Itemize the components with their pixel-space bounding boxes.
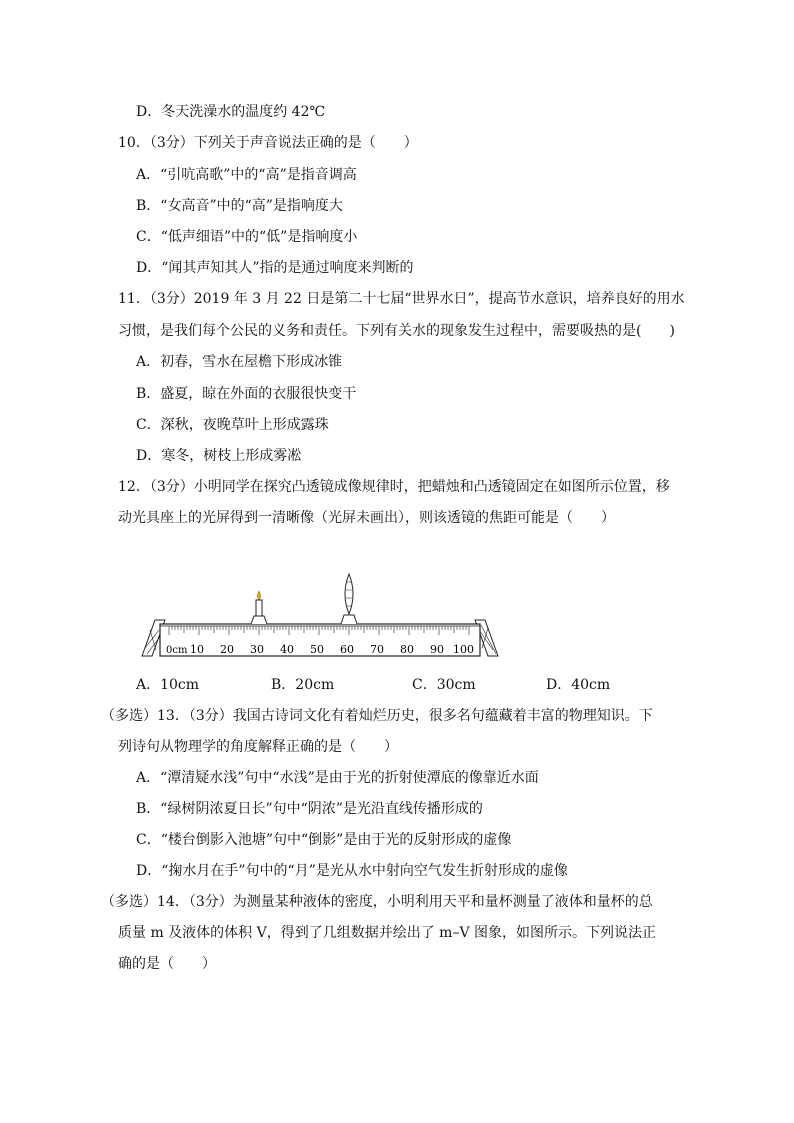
q12-stem-line2: 动光具座上的光屏得到一清晰像（光屏未画出），则该透镜的焦距可能是（ ）: [118, 510, 615, 526]
q13-stem-line1: （多选）13．（3分）我国古诗词文化有着灿烂历史，很多名句蕴藏着丰富的物理知识。下: [101, 708, 653, 724]
candle: [251, 591, 267, 624]
q14-stem-line2: 质量 m 及液体的体积 V，得到了几组数据并绘出了 m–V 图象，如图所示。下列说法正: [118, 925, 657, 941]
ruler-label: 50: [310, 643, 324, 656]
q11-option-c: C．深秋，夜晚草叶上形成露珠: [136, 417, 329, 433]
ruler-label: 30: [250, 643, 264, 656]
q12-option-d: D．40cm: [546, 677, 611, 693]
optical-bench-figure: [138, 570, 503, 665]
q13-option-c: C．“楼台倒影入池塘”句中“倒影”是由于光的反射形成的虚像: [136, 832, 512, 848]
q13-option-a: A．“潭清疑水浅”句中“水浅”是由于光的折射使潭底的像靠近水面: [136, 770, 539, 786]
q11-option-d: D．寒冬，树枝上形成雾凇: [136, 448, 302, 464]
ruler-label: 10: [190, 643, 204, 656]
q12-option-a: A．10cm: [136, 677, 200, 693]
q11-option-b: B．盛夏，晾在外面的衣服很快变干: [136, 386, 357, 402]
q11-option-a: A．初春，雪水在屋檐下形成冰锥: [136, 354, 343, 370]
q13-stem-line2: 列诗句从物理学的角度解释正确的是（ ）: [118, 739, 398, 755]
flame-icon: [258, 591, 261, 600]
ruler-label: 90: [430, 643, 444, 656]
q11-stem-line2: 习惯，是我们每个公民的义务和责任。下列有关水的现象发生过程中，需要吸热的是( ): [118, 323, 675, 339]
q10-option-b: B．“女高音”中的“高”是指响度大: [136, 198, 343, 214]
q14-stem-line1: （多选）14．（3分）为测量某种液体的密度，小明利用天平和量杯测量了液体和量杯的总: [101, 894, 653, 910]
q10-option-c: C．“低声细语”中的“低”是指响度小: [136, 229, 358, 245]
q12-option-b: B．20cm: [271, 677, 335, 693]
q10-option-a: A．“引吭高歌”中的“高”是指音调高: [136, 167, 357, 183]
q9-option-d: D．冬天洗澡水的温度约 42℃: [136, 104, 326, 120]
ruler-label: 20: [220, 643, 234, 656]
ruler-label: 80: [400, 643, 414, 656]
q14-stem-line3: 确的是（ ）: [118, 956, 216, 972]
q12-stem-line1: 12．（3分）小明同学在探究凸透镜成像规律时，把蜡烛和凸透镜固定在如图所示位置，移: [118, 479, 670, 495]
q10-option-d: D．“闻其声知其人”指的是通过响度来判断的: [136, 260, 414, 276]
ruler-label: 100: [453, 643, 474, 656]
q13-option-d: D．“掬水月在手”句中的“月”是光从水中射向空气发生折射形成的虚像: [136, 863, 568, 879]
ruler-label: 40: [280, 643, 294, 656]
convex-lens: [341, 574, 357, 624]
q11-stem-line1: 11．（3分）2019 年 3 月 22 日是第二十七届“世界水日”，提高节水意识，培养良好的用水: [118, 291, 685, 307]
q12-option-c: C．30cm: [412, 677, 476, 693]
q10-stem: 10．（3分）下列关于声音说法正确的是（ ）: [118, 135, 418, 151]
ruler-label: 70: [370, 643, 384, 656]
q13-option-b: B．“绿树阴浓夏日长”句中“阴浓”是光沿直线传播形成的: [136, 801, 483, 817]
ruler-label: 0cm: [166, 645, 188, 656]
ruler-label: 60: [340, 643, 354, 656]
